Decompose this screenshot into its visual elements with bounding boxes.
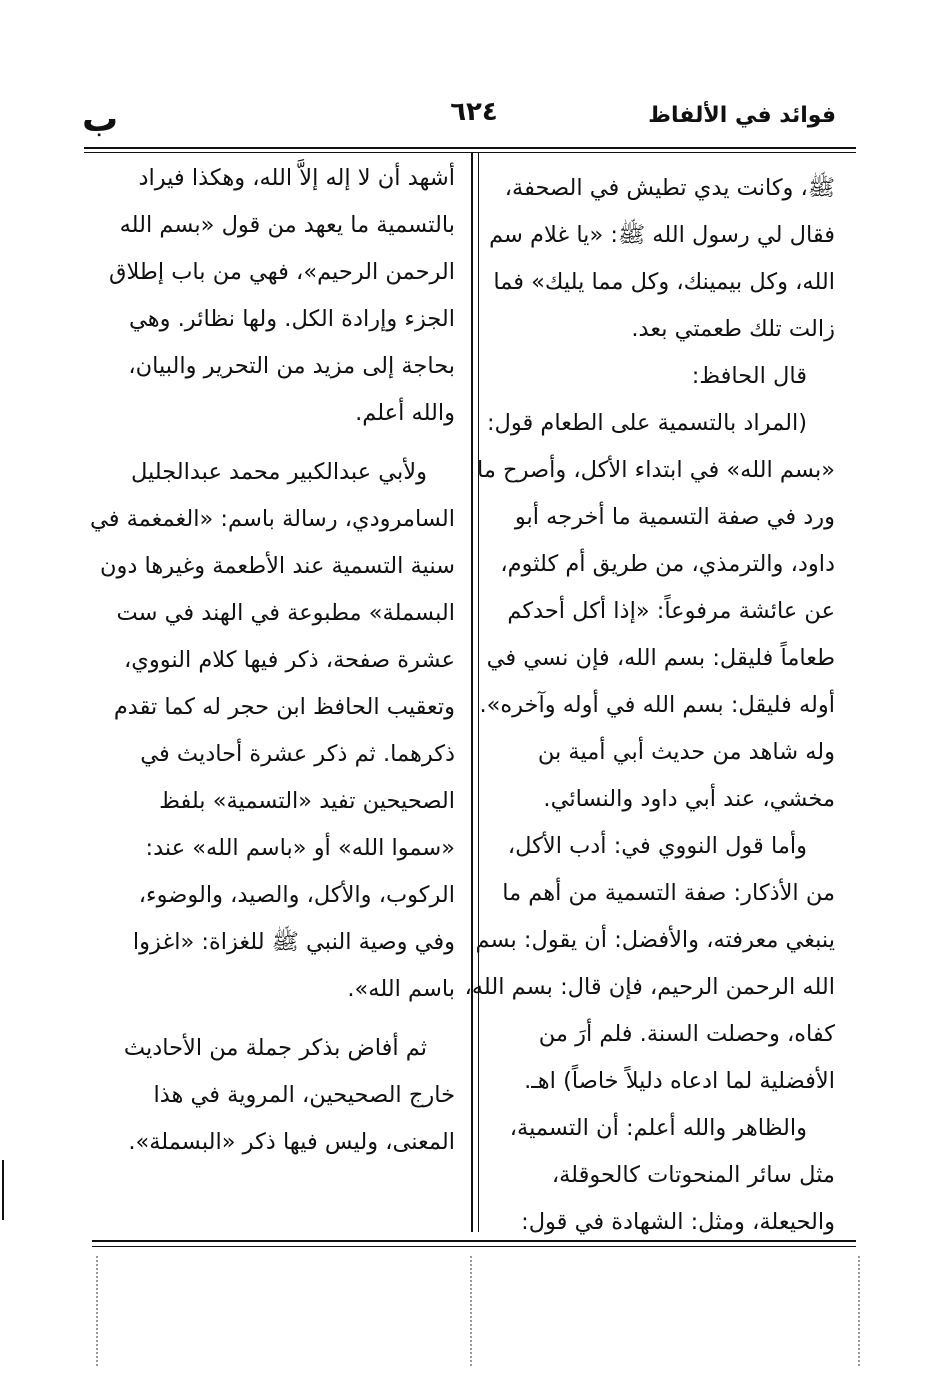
margin-dots (96, 1256, 98, 1366)
text-line: أشهد أن لا إله إلاَّ الله، وهكذا فيراد (138, 165, 455, 191)
text-line: بحاجة إلى مزيد من التحرير والبيان، (128, 353, 455, 379)
text-line: عشرة صفحة، ذكر فيها كلام النووي، (123, 647, 455, 673)
text-line: سنية التسمية عند الأطعمة وغيرها دون (100, 553, 455, 579)
text-line: (المراد بالتسمية على الطعام قول: (486, 410, 807, 436)
left-column (85, 155, 455, 1166)
scan-edge-mark (2, 1160, 4, 1220)
page-header (0, 95, 948, 140)
text-line: زالت تلك طعمتي بعد. (631, 316, 835, 342)
footer-rule-bottom (92, 1246, 856, 1247)
text-line: بالتسمية ما يعهد من قول «بسم الله (119, 212, 455, 238)
text-line: والظاهر والله أعلم: أن التسمية، (509, 1115, 807, 1141)
header-rule-top (84, 147, 856, 149)
text-line: وله شاهد من حديث أبي أمية بن (537, 739, 835, 765)
text-line: السامرودي، رسالة باسم: «الغمغمة في (89, 506, 455, 532)
text-line: الرحمن الرحيم»، فهي من باب إطلاق (109, 259, 455, 285)
text-line: المعنى، وليس فيها ذكر «البسملة». (128, 1129, 455, 1155)
text-line: «سموا الله» أو «باسم الله» عند: (145, 835, 455, 861)
text-line: من الأذكار: صفة التسمية من أهم ما (502, 880, 835, 906)
text-line: فقال لي رسول الله ﷺ: «يا غلام سم (489, 222, 835, 248)
text-line: والحيعلة، ومثل: الشهادة في قول: (521, 1209, 835, 1235)
text-line: مثل سائر المنحوتات كالحوقلة، (551, 1162, 835, 1188)
margin-dots (858, 1256, 860, 1366)
text-line: قال الحافظ: (691, 363, 807, 389)
text-line: كفاه، وحصلت السنة. فلم أرَ من (538, 1021, 835, 1047)
text-line: باسم الله». (347, 976, 455, 1002)
text-line: البسملة» مطبوعة في الهند في ست (116, 600, 455, 626)
side-letter: ب (82, 99, 119, 140)
text-line: الله الرحمن الرحيم، فإن قال: بسم الله، (464, 974, 835, 1000)
right-column (455, 165, 835, 1246)
text-line: ينبغي معرفته، والأفضل: أن يقول: بسم (475, 927, 835, 953)
text-line: داود، والترمذي، من طريق أم كلثوم، (500, 551, 835, 577)
text-line: الصحيحين تفيد «التسمية» بلفظ (159, 788, 455, 814)
text-line: مخشي، عند أبي داود والنسائي. (543, 786, 835, 812)
text-line: «بسم الله» في ابتداء الأكل، وأصرح ما (477, 457, 835, 483)
margin-dots (470, 1256, 472, 1366)
text-line: ﷺ، وكانت يدي تطيش في الصحفة، (504, 175, 835, 201)
text-line: والله أعلم. (355, 400, 455, 426)
text-line: عن عائشة مرفوعاً: «إذا أكل أحدكم (507, 598, 835, 624)
text-line: خارج الصحيحين، المروية في هذا (153, 1082, 455, 1108)
text-line: الله، وكل بيمينك، وكل مما يليك» فما (493, 269, 835, 295)
text-line: الركوب، والأكل، والصيد، والوضوء، (138, 882, 455, 908)
text-line: الأفضلية لما ادعاه دليلاً خاصاً) اهـ. (524, 1068, 835, 1094)
text-line: وتعقيب الحافظ ابن حجر له كما تقدم (113, 694, 455, 720)
text-line: وفي وصية النبي ﷺ للغزاة: «اغزوا (132, 929, 455, 955)
header-rule-bottom (84, 152, 856, 153)
text-line: وأما قول النووي في: أدب الأكل، (507, 833, 807, 859)
text-line: ثم أفاض بذكر جملة من الأحاديث (123, 1035, 427, 1061)
running-title: فوائد في الألفاظ (648, 103, 836, 128)
text-line: ورد في صفة التسمية ما أخرجه أبو (514, 504, 835, 530)
text-line: ذكرهما. ثم ذكر عشرة أحاديث في (140, 741, 455, 767)
page-number: ٦٢٤ (450, 97, 498, 127)
text-line: الجزء وإرادة الكل. ولها نظائر. وهي (129, 306, 455, 332)
text-line: أوله فليقل: بسم الله في أوله وآخره». (479, 692, 835, 718)
text-line: طعاماً فليقل: بسم الله، فإن نسي في (486, 645, 835, 671)
text-line: ولأبي عبدالكبير محمد عبدالجليل (130, 459, 427, 485)
